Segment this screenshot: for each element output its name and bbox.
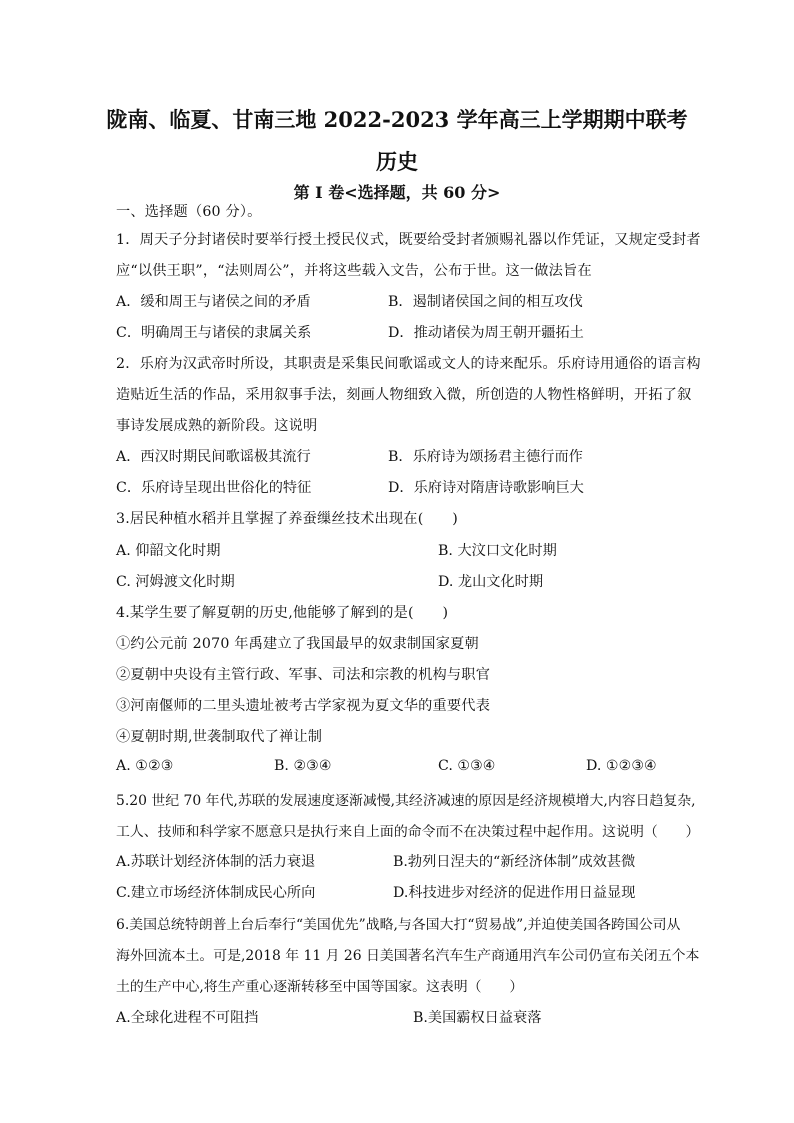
statement-3: ③河南偃师的二里头遗址被考古学家视为夏文华的重要代表 [116, 698, 491, 714]
question-text-line: 土的生产中心,将生产重心逐渐转移至中国等国家。这表明（ ） [116, 979, 524, 995]
option-a: A．西汉时期民间歌谣极其流行 [116, 449, 311, 465]
volume-subtitle: 第 I 卷<选择题，共 60 分> [293, 183, 501, 202]
option-b: B．遏制诸侯国之间的相互攻伐 [388, 294, 583, 310]
option-d: D．乐府诗对隋唐诗歌影响巨大 [388, 480, 584, 496]
option-c: C．明确周王与诸侯的隶属关系 [116, 325, 312, 341]
question-text-line: 事诗发展成熟的新阶段。这说明 [116, 418, 318, 434]
option-a: A.全球化进程不可阻挡 [116, 1010, 259, 1026]
question-text-line: 造贴近生活的作品，采用叙事手法，刻画人物细致入微，所创造的人物性格鲜明，开拓了叙 [116, 387, 692, 403]
option-c: C.建立市场经济体制成民心所向 [116, 885, 316, 901]
question-text-line: 3.居民种植水稻并且掌握了养蚕缫丝技术出现在( ) [116, 511, 458, 527]
option-d: D. 龙山文化时期 [438, 574, 544, 590]
option-b: B．乐府诗为颂扬君主德行而作 [388, 449, 583, 465]
statement-1: ①约公元前 2070 年禹建立了我国最早的奴隶制国家夏朝 [116, 636, 479, 652]
statement-4: ④夏朝时期,世袭制取代了禅让制 [116, 729, 323, 745]
question-text-line: 5.20 世纪 70 年代,苏联的发展速度逐渐减慢,其经济减速的原因是经济规模增大,内容日趋复杂, [116, 793, 696, 809]
option-d: D. ①②③④ [586, 758, 657, 774]
question-text-line: 1．周天子分封诸侯时要举行授土授民仪式，既要给受封者颁赐礼器以作凭证，又规定受封者 [116, 232, 701, 248]
exam-title: 陇南、临夏、甘南三地 2022-2023 学年高三上学期期中联考 [106, 107, 688, 132]
question-text-line: 应“以供王职”，“法则周公”，并将这些载入文告，公布于世。这一做法旨在 [116, 263, 592, 279]
option-a: A．缓和周王与诸侯之间的矛盾 [116, 294, 311, 310]
question-text-line: 6.美国总统特朗普上台后奉行“美国优先”战略,与各国大打“贸易战”,并迫使美国各跨国公司从 [116, 917, 681, 933]
option-a: A. ①②③ [116, 758, 174, 774]
option-d: D.科技进步对经济的促进作用日益显现 [393, 885, 636, 901]
option-c: C. ①③④ [438, 758, 496, 774]
option-d: D．推动诸侯为周王朝开疆拓土 [388, 325, 584, 341]
option-a: A.苏联计划经济体制的活力衰退 [116, 854, 316, 870]
option-c: C．乐府诗呈现出世俗化的特征 [116, 480, 312, 496]
question-text-line: 4.某学生要了解夏朝的历史,他能够了解到的是( ) [116, 605, 449, 621]
option-b: B. ②③④ [274, 758, 332, 774]
statement-2: ②夏朝中央设有主管行政、军事、司法和宗教的机构与职官 [116, 667, 491, 683]
option-a: A. 仰韶文化时期 [116, 543, 221, 559]
question-text-line: 2．乐府为汉武帝时所设，其职责是采集民间歌谣或文人的诗来配乐。乐府诗用通俗的语言构 [116, 356, 701, 372]
question-text-line: 海外回流本土。可是,2018 年 11 月 26 日美国著名汽车生产商通用汽车公司仍宣布关闭五个本 [116, 948, 700, 964]
option-c: C. 河姆渡文化时期 [116, 574, 235, 590]
option-b: B.美国霸权日益衰落 [413, 1010, 542, 1026]
subject-title: 历史 [376, 149, 418, 174]
question-text-line: 工人、技师和科学家不愿意只是执行来自上面的命令而不在决策过程中起作用。这说明（ ） [116, 824, 700, 840]
option-b: B. 大汶口文化时期 [438, 543, 557, 559]
section-heading: 一、选择题（60 分）。 [116, 204, 262, 220]
option-b: B.勃列日涅夫的“新经济体制”成效甚微 [393, 854, 636, 870]
